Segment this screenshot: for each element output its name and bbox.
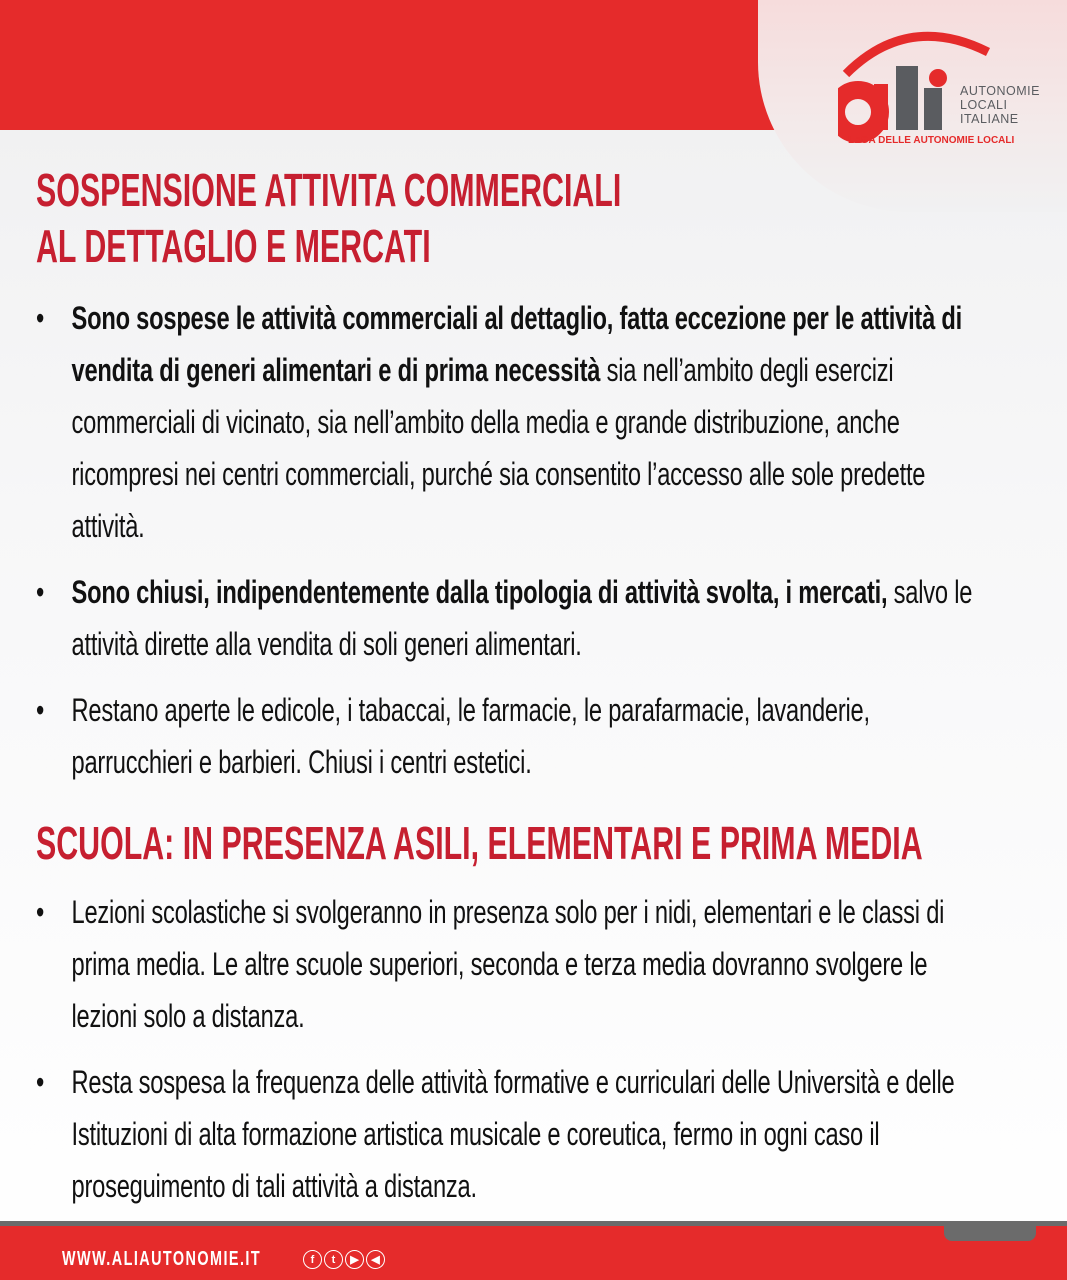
list-item: • Restano aperte le edicole, i tabaccai, le farmacie, le parafarmacie, lavanderie, parrucchieri e barbieri. Chiusi i centri estetici. — [36, 684, 983, 788]
website-link[interactable]: WWW.ALIAUTONOMIE.IT — [62, 1248, 262, 1270]
social-links — [303, 1250, 385, 1269]
logo-wordmark: AUTONOMIE LOCALI ITALIANE — [960, 84, 1040, 126]
section2-title: SCUOLA: IN PRESENZA ASILI, ELEMENTARI E PRIMA MEDIA — [36, 817, 923, 869]
list-item: • Sono sospese le attività commerciali al dettaglio, fatta eccezione per le attività di vendita di generi alimentari e di prima necessità sia nell’ambito degli esercizi commerciali di vicinato, sia nell’ambito della media e grande distribuzione, anche ricompresi nei centri commerciali, purché sia consentito l’accesso alle sole predette attività. — [36, 292, 983, 552]
youtube-icon[interactable]: ▶ — [345, 1250, 364, 1269]
logo-subtitle: LEGA DELLE AUTONOMIE LOCALI — [848, 135, 1015, 146]
list-item: • Resta sospesa la frequenza delle attività formative e curriculari delle Università e delle Istituzioni di alta formazione artistica musicale e coreutica, fermo in ogni caso il proseguimento di tali attività a distanza. — [36, 1056, 983, 1212]
list-item: • Lezioni scolastiche si svolgeranno in presenza solo per i nidi, elementari e le classi di prima media. Le altre scuole superiori, seconda e terza media dovranno svolgere le lezioni solo a distanza. — [36, 886, 983, 1042]
section1-list — [36, 292, 983, 802]
footer-tab — [944, 1222, 1036, 1241]
section1-title-line1: SOSPENSIONE ATTIVITA COMMERCIALI — [36, 164, 622, 216]
section1-title-line2: AL DETTAGLIO E MERCATI — [36, 220, 431, 272]
twitter-icon[interactable]: t — [324, 1250, 343, 1269]
section2-list — [36, 886, 983, 1226]
telegram-icon[interactable]: ◀ — [366, 1250, 385, 1269]
list-item: • Sono chiusi, indipendentemente dalla tipologia di attività svolta, i mercati, salvo le attività dirette alla vendita di soli generi alimentari. — [36, 566, 983, 670]
facebook-icon[interactable]: f — [303, 1250, 322, 1269]
